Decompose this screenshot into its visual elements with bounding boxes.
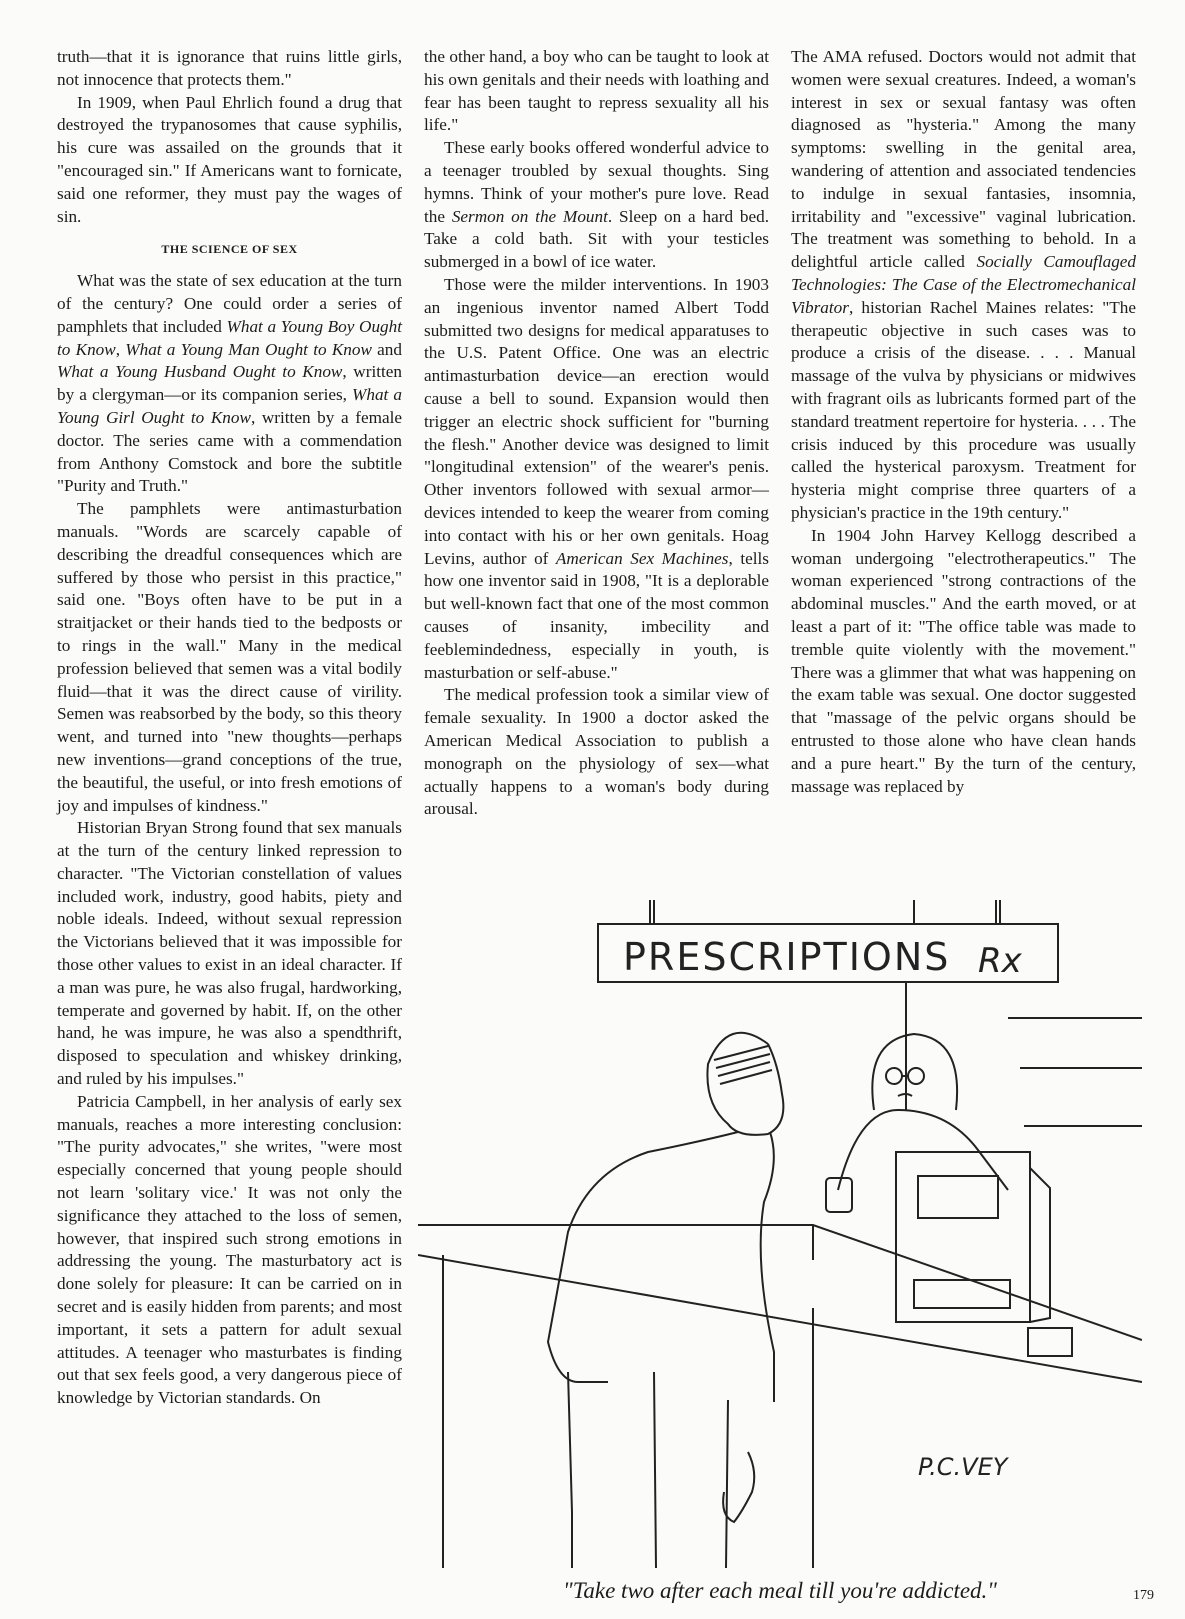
small-box: [1028, 1328, 1072, 1356]
paragraph: Historian Bryan Strong found that sex manuals at the turn of the century linked repression to character. "The Victorian constellation of values included work, industry, good habits, piety and noble ideals. Indeed, without sexual repression the Victorians believed that it was impossible for those other values to exist in an ideal character. If a man was pure, he was also frugal, hardworking, temperate and governed by habit. If, on the other hand, he was impure, he was also a spendthrift, disposed to speculation and whiskey drinking, and ruled by his impulses.": [57, 818, 402, 1089]
paragraph: truth—that it is ignorance that ruins little girls, not innocence that protects them.": [57, 47, 402, 89]
rx-symbol: Rx: [978, 941, 1022, 981]
sign-text: PRESCRIPTIONS: [623, 935, 951, 979]
section-subhead: THE SCIENCE OF SEX: [161, 242, 298, 257]
paragraph: Those were the milder interventions. In 1903 an ingenious inventor named Albert Todd submitted two designs for medical apparatuses to the U.S. Patent Office. One was an electric antimasturbation device—an erection would cause a bell to sound. Expansion would then trigger an electric shock sufficient for "burning the flesh." Another device was designed to limit "longitudinal extension" of the wearer's penis. Other inventors followed with sexual armor—devices intended to keep the wearer from coming into contact with his or her own genitals. Hoag Levins, author of American Sex Machines, tells how one inventor said in 1908, "It is a deplorable but well-known fact that one of the most common causes of insanity, imbecility and feeblemindedness, especially in youth, is masturbation or self-abuse.": [424, 274, 769, 682]
book-title: Sermon on the Mount: [451, 206, 608, 226]
text-column-2: [424, 46, 769, 821]
paragraph: In 1904 John Harvey Kellogg described a woman undergoing "electrotherapeutics." The woman experienced "strong contractions of the abdominal muscles." And the earth moved, or at least a part of it: "The office table was made to tremble quite violently with the movement." There was a glimmer that what was happening on the exam table was sexual. One doctor suggested that "massage of the pelvic organs should be entrusted to those alone who have clean hands and a pure heart." By the turn of the century, massage was replaced by: [791, 525, 1136, 796]
page-number: 179: [1133, 1588, 1154, 1603]
customer-figure: [548, 1033, 783, 1568]
counter: [418, 1225, 1142, 1568]
paragraph: The AMA refused. Doctors would not admit that women were sexual creatures. Indeed, a woman's interest in sex or sexual fantasy was often diagnosed as "hysteria." Among the many symptoms: swelling in the genital area, wandering of attention and associated tendencies to indulge in sexual fantasies, insomnia, irritability and "excessive" vaginal lubrication. The treatment was something to behold. In a delightful article called Socially Camouflaged Technologies: The Case of the Electromechanical Vibrator, historian Rachel Maines relates: "The therapeutic objective in such cases was to produce a crisis of the disease. . . . Manual massage of the vulva by physicians or midwives with fragrant oils as lubricants formed part of the standard treatment repertoire for hysteria. . . . The crisis induced by this procedure was usually called the hysterical paroxysm. Treatment for hysteria might comprise three quarters of a physician's practice in the 19th century.": [791, 47, 1137, 522]
paragraph: Patricia Campbell, in her analysis of early sex manuals, reaches a more interesting conclusion: "The purity advocates," she writes, "were most especially concerned that young people should not learn 'solitary vice.' It was not only the significance they attached to the loss of semen, however, that inspired such strong emotions in addressing the young. The masturbatory act is done solely for pleasure: It can be carried on in secret and is easily hidden from parents; and most important, it sets a pattern for adult sexual attitudes. A teenager who masturbates is finding out that sex feels good, a very dangerous piece of knowledge by Victorian standards. On: [57, 1091, 402, 1408]
article-title: Socially Camouflaged Technologies: The Case of the Electromechanical Vibrator: [791, 252, 1137, 317]
paragraph: the other hand, a boy who can be taught to look at his own genitals and their needs with loathing and fear has been taught to repress sexuality all his life.": [424, 47, 769, 135]
book-title: What a Young Man Ought to Know: [125, 339, 372, 359]
book-title: What a Young Boy Ought to Know: [57, 316, 403, 359]
paragraph: What was the state of sex education at the turn of the century? One could order a series of pamphlets that included What a Young Boy Ought to Know, What a Young Man Ought to Know and What a Young Husband Ought to Know, written by a clergyman—or its companion series, What a Young Girl Ought to Know, written by a female doctor. The series came with a commendation from Anthony Comstock and bore the subtitle "Purity and Truth.": [57, 271, 403, 496]
text-column-3: [791, 46, 1136, 798]
text-column-1: [57, 46, 402, 1410]
cartoon-caption: "Take two after each meal till you're addicted.": [563, 1578, 997, 1603]
cash-register: [896, 1152, 1050, 1322]
book-title: What a Young Girl Ought to Know: [57, 385, 402, 427]
prescriptions-sign: [598, 900, 1058, 982]
pharmacy-cartoon: [418, 900, 1142, 1568]
paragraph: In 1909, when Paul Ehrlich found a drug that destroyed the trypanosomes that cause syphilis, his cure was assailed on the grounds that it "encouraged sin." If Americans want to fornicate, said one reformer, they must pay the wages of sin.: [57, 92, 402, 226]
paragraph: The pamphlets were antimasturbation manuals. "Words are scarcely capable of describing the dreadful consequences which are suffered by those who persist in this practice," said one. "Boys often have to be put in a straitjacket or their hands tied to the bedposts or to rings in the wall." Many in the medical profession believed that semen was a vital bodily fluid—that it was the direct cause of virility. Semen was reabsorbed by the body, so this theory went, and turned into "new thoughts—perhaps new inventions—grand conceptions of the true, the beautiful, the useful, or into fresh emotions of joy and impulses of kindness.": [57, 499, 402, 815]
book-title: What a Young Husband Ought to Know: [57, 362, 343, 382]
paragraph: These early books offered wonderful advice to a teenager troubled by sexual thoughts. Sing hymns. Think of your mother's pure love. Read the Sermon on the Mount. Sleep on a hard bed. Take a cold bath. Sit with your testicles submerged in a bowl of ice water.: [424, 138, 769, 272]
pharmacist-figure: [838, 1034, 1008, 1190]
paragraph: The medical profession took a similar view of female sexuality. In 1900 a doctor asked the American Medical Association to publish a monograph on the physiology of sex—what actually happens to a woman's body during arousal.: [424, 685, 769, 819]
cartoonist-signature: P.C.VEY: [918, 1453, 1008, 1481]
book-title: American Sex Machines: [555, 548, 729, 568]
